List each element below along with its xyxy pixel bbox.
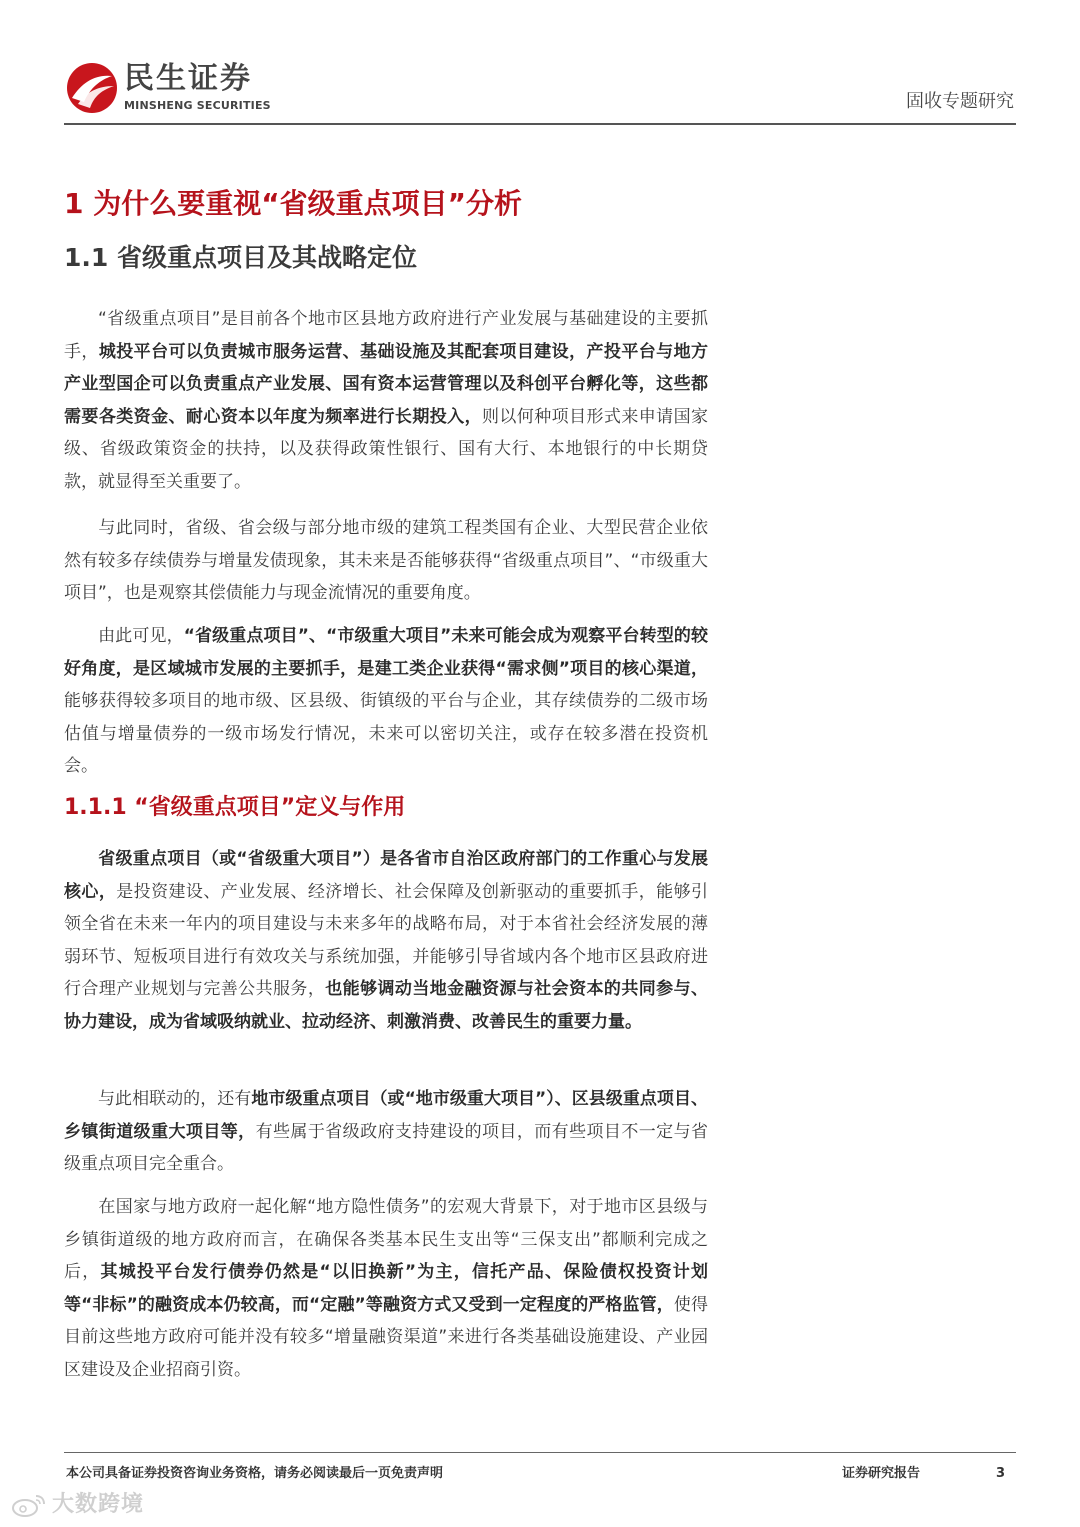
page-number: 3	[996, 1466, 1006, 1481]
brand-name-cn: 民生证券	[124, 61, 252, 96]
watermark	[10, 1492, 144, 1518]
section-heading-1-1: 1.1 省级重点项目及其战略定位	[64, 243, 417, 272]
body-text: 则以何种项目形式来申请国家级、省级政策资金的扶持，以及获得政策性银行、国有大行、本地银行的中长期贷款，就显得至关重要了。	[64, 406, 708, 492]
body-text: 由此可见，	[98, 626, 184, 646]
footer-divider	[64, 1452, 1016, 1453]
emphasized-text: 地市级重点项目（或“地市级重大项目”）、区县级重点项目、乡镇街道级重大项目等，	[64, 1089, 708, 1142]
body-text: 使得目前这些地方政府可能并没有较多“增量融资渠道”来进行各类基础设施建设、产业园区建设及企业招商引资。	[64, 1294, 708, 1380]
emphasized-text: 城投平台可以负责城市服务运营、基础设施及其配套项目建设，产投平台与地方产业型国企可以负责重点产业发展、国有资本运营管理以及科创平台孵化等，这些都需要各类资金、耐心资本以年度为频率进行长期投入，	[64, 341, 709, 427]
emphasized-text: “省级重点项目”、“市级重大项目”未来可能会成为观察平台转型的较好角度，是区域城市发展的主要抓手，是建工类企业获得“需求侧”项目的核心渠道，	[64, 626, 708, 679]
emphasized-text: 其城投平台发行债券仍然是“以旧换新”为主，信托产品、保险债权投资计划等“非标”的融资成本仍较高，而“定融”等融资方式又受到一定程度的严格监管，	[64, 1262, 708, 1315]
body-paragraph	[64, 843, 708, 1038]
body-text: 与此同时，省级、省会级与部分地市级的建筑工程类国有企业、大型民营企业依然有较多存续债券与增量发债现象，其未来是否能够获得“省级重点项目”、“市级重大项目”，也是观察其偿债能力与现金流情况的重要角度。	[64, 518, 708, 603]
body-text: 能够获得较多项目的地市级、区县级、街镇级的平台与企业，其存续债券的二级市场估值与增量债券的一级市场发行情况，未来可以密切关注，或存在较多潜在投资机会。	[64, 691, 708, 776]
brand-name-en: MINSHENG SECURITIES	[124, 99, 271, 112]
body-text: 是投资建设、产业发展、经济增长、社会保障及创新驱动的重要抓手，能够引领全省在未来一年内的项目建设与未来多年的战略布局，对于本省社会经济发展的薄弱环节、短板项目进行有效攻关与系统加强，并能够引导省域内各个地市区县政府进行合理产业规划与完善公共服务，	[64, 881, 708, 999]
body-text: 有些属于省级政府支持建设的项目，而有些项目不一定与省级重点项目完全重合。	[64, 1121, 709, 1174]
body-paragraph	[64, 1083, 708, 1181]
body-paragraph	[64, 303, 708, 498]
body-paragraph	[64, 620, 708, 783]
header-divider	[64, 123, 1016, 125]
body-text: “省级重点项目”是目前各个地市区县地方政府进行产业发展与基础建设的主要抓手，	[64, 309, 708, 362]
body-text: 在国家与地方政府一起化解“地方隐性债务”的宏观大背景下，对于地市区县级与乡镇街道级的地方政府而言，在确保各类基本民生支出等“三保支出”都顺利完成之后，	[64, 1197, 708, 1282]
emphasized-text: 也能够调动当地金融资源与社会资本的共同参与、协力建设，成为省域吸纳就业、拉动经济、刺激消费、改善民生的重要力量。	[64, 979, 708, 1032]
minsheng-logo-icon	[66, 62, 118, 114]
report-category: 固收专题研究	[906, 91, 1014, 112]
watermark-text: 大数跨境	[52, 1492, 145, 1517]
emphasized-text: 省级重点项目（或“省级重大项目”）是各省市自治区政府部门的工作重心与发展核心，	[64, 849, 708, 902]
body-text: 与此相联动的，还有	[98, 1089, 252, 1109]
body-paragraph	[64, 1191, 708, 1386]
section-heading-1: 1 为什么要重视“省级重点项目”分析	[64, 187, 523, 220]
footer-disclaimer: 本公司具备证券投资咨询业务资格，请务必阅读最后一页免责声明	[66, 1466, 444, 1481]
weibo-watermark-icon	[10, 1492, 48, 1518]
footer-report-type: 证券研究报告	[842, 1466, 921, 1481]
body-paragraph	[64, 512, 708, 610]
section-heading-1-1-1: 1.1.1 “省级重点项目”定义与作用	[64, 795, 406, 820]
